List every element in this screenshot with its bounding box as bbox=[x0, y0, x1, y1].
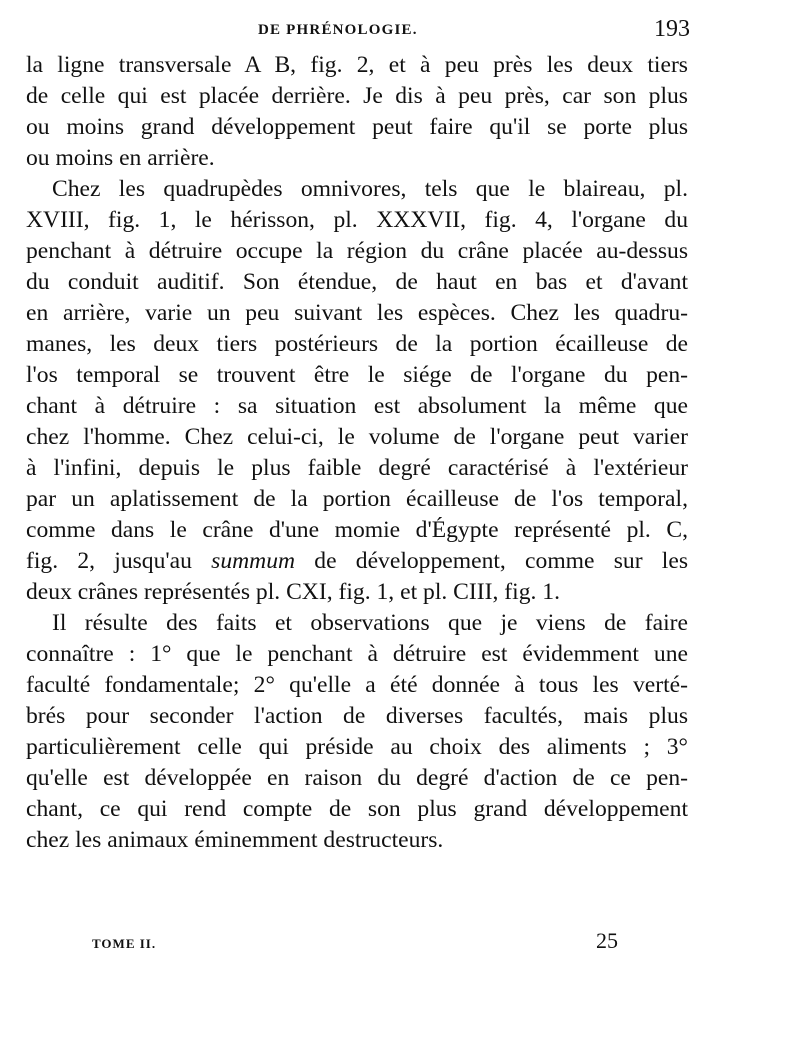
text-line: du conduit auditif. Son étendue, de haut en bas et d'avant bbox=[26, 269, 688, 295]
text-line: connaître : 1° que le penchant à détruire est évidemment une bbox=[26, 641, 688, 667]
text-line: faculté fondamentale; 2° qu'elle a été donnée à tous les verté- bbox=[26, 672, 688, 698]
text-segment: fig. 2, jusqu'au bbox=[26, 548, 212, 574]
text-line: chez les animaux éminemment destructeurs. bbox=[26, 827, 444, 853]
text-line: particulièrement celle qui préside au choix des aliments ; 3° bbox=[26, 734, 688, 760]
text-line: comme dans le crâne d'une momie d'Égypte représenté pl. C, bbox=[26, 517, 688, 543]
text-line: XVIII, fig. 1, le hérisson, pl. XXXVII, fig. 4, l'organe du bbox=[26, 207, 688, 233]
text-line: par un aplatissement de la portion écailleuse de l'os temporal, bbox=[26, 486, 688, 512]
text-line-with-italic bbox=[26, 546, 688, 577]
page-number: 193 bbox=[654, 16, 690, 42]
signature-mark: 25 bbox=[596, 928, 618, 953]
page-footer bbox=[0, 928, 800, 958]
text-line: de celle qui est placée derrière. Je dis à peu près, car son plus bbox=[26, 83, 688, 109]
text-line: deux crânes représentés pl. CXI, fig. 1, et pl. CIII, fig. 1. bbox=[26, 579, 560, 605]
text-line: la ligne transversale A B, fig. 2, et à peu près les deux tiers bbox=[26, 52, 688, 78]
text-line: penchant à détruire occupe la région du crâne placée au-dessus bbox=[26, 238, 688, 264]
body-text bbox=[26, 50, 688, 856]
text-line: chez l'homme. Chez celui-ci, le volume de l'organe peut varier bbox=[26, 424, 688, 450]
text-line: Il résulte des faits et observations que je viens de faire bbox=[52, 610, 688, 636]
text-line: chant, ce qui rend compte de son plus grand développement bbox=[26, 796, 688, 822]
text-line: chant à détruire : sa situation est absolument la même que bbox=[26, 393, 688, 419]
text-line: manes, les deux tiers postérieurs de la portion écailleuse de bbox=[26, 331, 688, 357]
running-title: DE PHRÉNOLOGIE. bbox=[258, 22, 418, 38]
volume-label: TOME II. bbox=[92, 936, 157, 951]
text-line: brés pour seconder l'action de diverses facultés, mais plus bbox=[26, 703, 688, 729]
text-line: Chez les quadrupèdes omnivores, tels que le blaireau, pl. bbox=[52, 176, 688, 202]
text-line: ou moins en arrière. bbox=[26, 145, 215, 171]
text-line: l'os temporal se trouvent être le siége de l'organe du pen- bbox=[26, 362, 688, 388]
text-line: qu'elle est développée en raison du degré d'action de ce pen- bbox=[26, 765, 688, 791]
italic-word: summum bbox=[211, 548, 296, 574]
page-header bbox=[0, 16, 800, 52]
text-line: ou moins grand développement peut faire qu'il se porte plus bbox=[26, 114, 688, 140]
text-line: en arrière, varie un peu suivant les espèces. Chez les quadru- bbox=[26, 300, 688, 326]
text-line: à l'infini, depuis le plus faible degré caractérisé à l'extérieur bbox=[26, 455, 688, 481]
text-segment: de développement, comme sur les bbox=[295, 548, 689, 574]
